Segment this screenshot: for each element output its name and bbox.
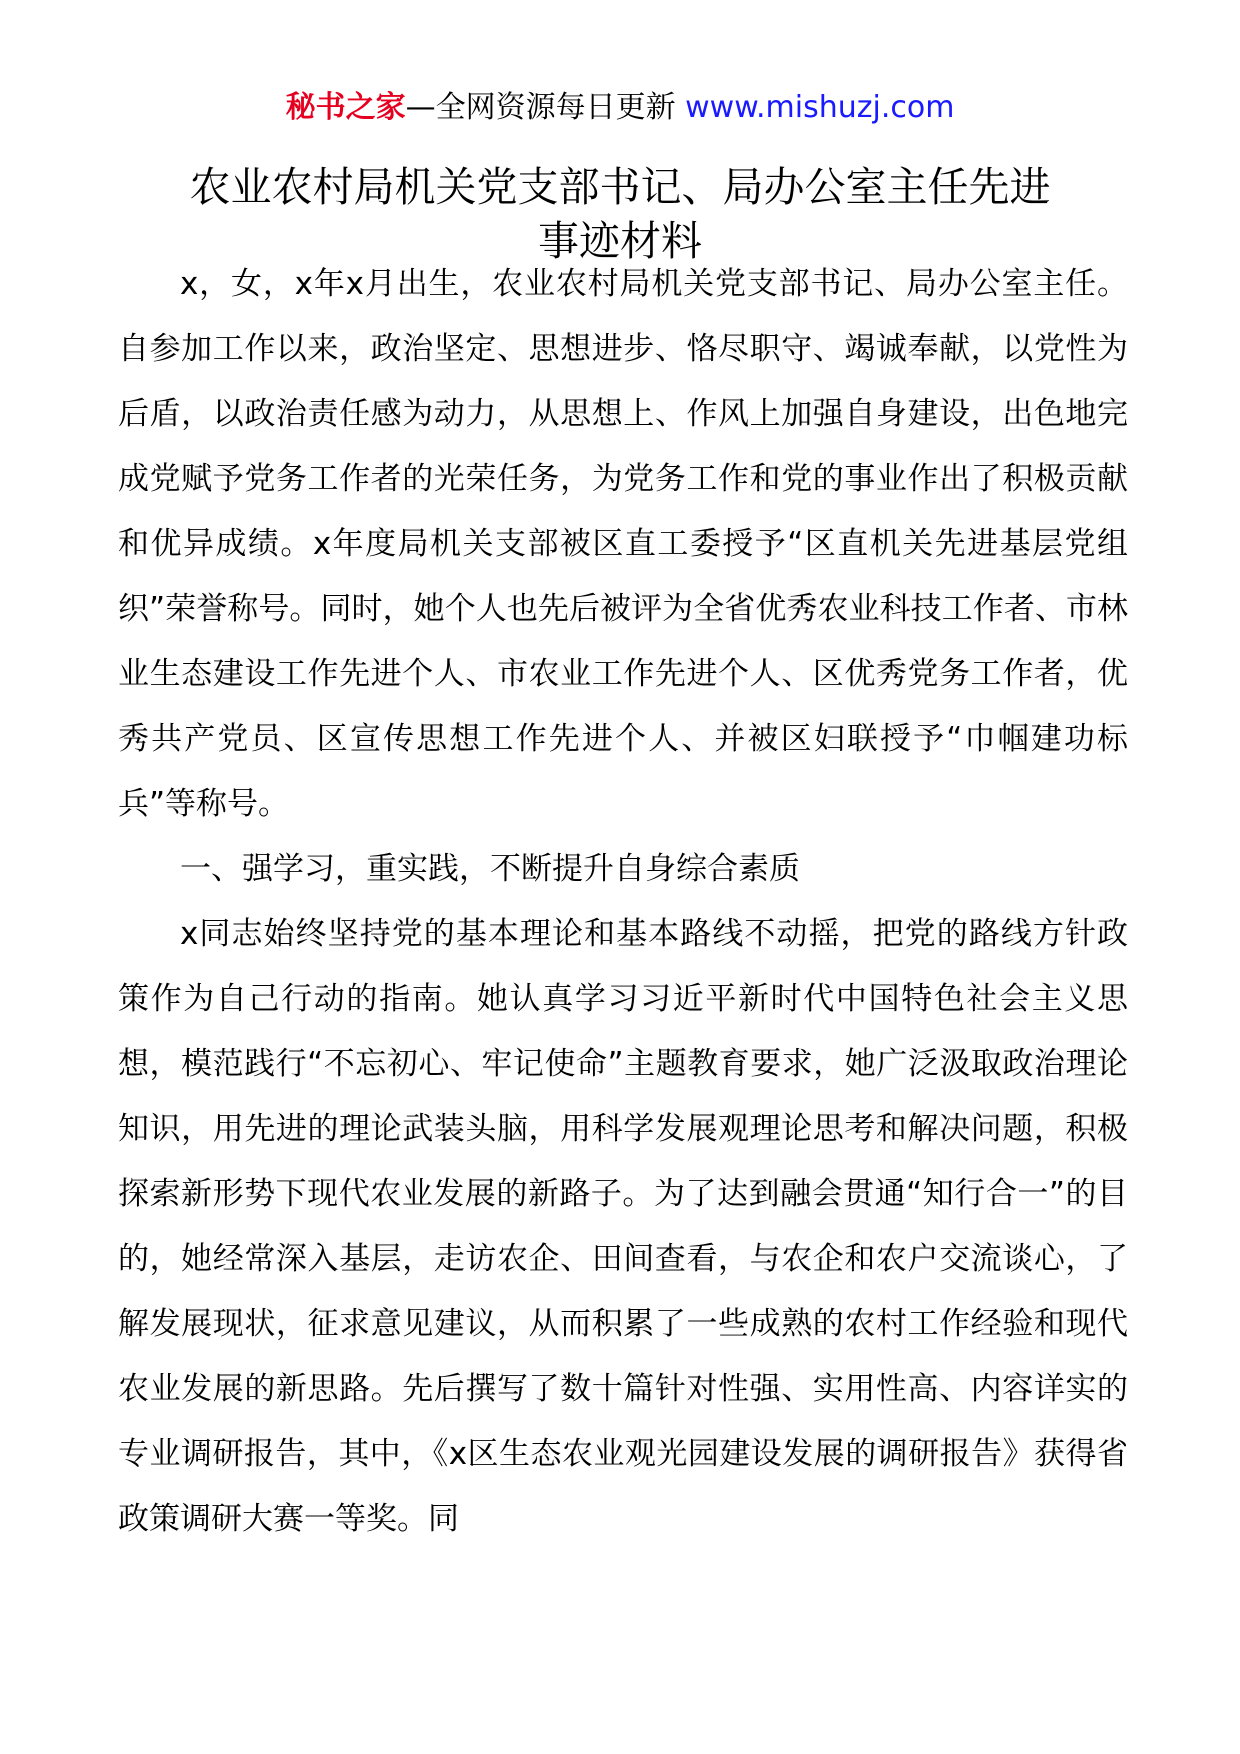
title-line-2: 事迹材料: [538, 217, 702, 265]
section-heading-1: 一、强学习，重实践，不断提升自身综合素质: [180, 851, 800, 887]
document-body: [118, 252, 1128, 1552]
paragraph-intro: x，女，x年x月出生，农业农村局机关党支部书记、局办公室主任。自参加工作以来，政治坚定、思想进步、恪尽职守、竭诚奉献，以党性为后盾，以政治责任感为动力，从思想上、作风上加强自身建设，出色地完成党赋予党务工作者的光荣任务，为党务工作和党的事业作出了积极贡献和优异成绩。x年度局机关支部被区直工委授予“区直机关先进基层党组织”荣誉称号。同时，她个人也先后被评为全省优秀农业科技工作者、市林业生态建设工作先进个人、市农业工作先进个人、区优秀党务工作者，优秀共产党员、区宣传思想工作先进个人、并被区妇联授予“巾帼建功标兵”等称号。: [118, 266, 1128, 822]
brand-name: 秘书之家: [285, 90, 406, 125]
title-line-1: 农业农村局机关党支部书记、局办公室主任先进: [189, 163, 1051, 211]
paragraph-section-1: x同志始终坚持党的基本理论和基本路线不动摇，把党的路线方针政策作为自己行动的指南。她认真学习习近平新时代中国特色社会主义思想，模范践行“不忘初心、牢记使命”主题教育要求，她广泛汲取政治理论知识，用先进的理论武装头脑，用科学发展观理论思考和解决问题，积极探索新形势下现代农业发展的新路子。为了达到融会贯通“知行合一”的目的，她经常深入基层，走访农企、田间查看，与农企和农户交流谈心，了解发展现状，征求意见建议，从而积累了一些成熟的农村工作经验和现代农业发展的新思路。先后撰写了数十篇针对性强、实用性高、内容详实的专业调研报告，其中，《x区生态农业观光园建设发展的调研报告》获得省政策调研大赛一等奖。同: [118, 916, 1128, 1537]
watermark-header: [0, 88, 1240, 128]
site-url-link[interactable]: www.mishuzj.com: [685, 90, 955, 125]
header-tagline: —全网资源每日更新: [405, 90, 686, 125]
